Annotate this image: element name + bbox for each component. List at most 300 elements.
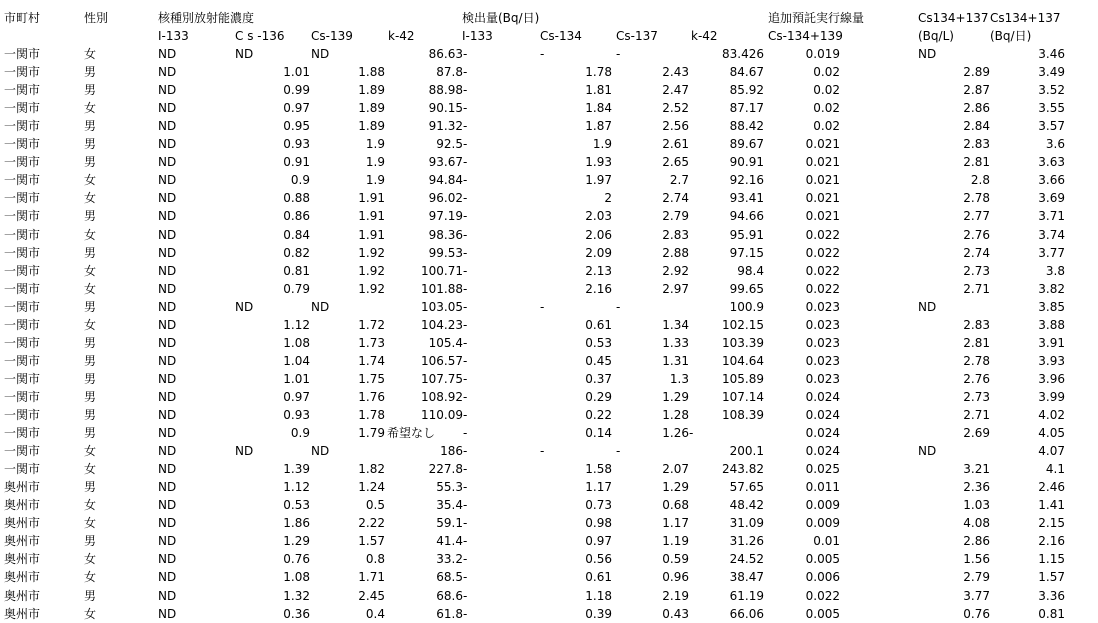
det-i133-cell: - xyxy=(463,83,468,98)
sex-cell: 女 xyxy=(84,281,97,296)
sex-cell: 男 xyxy=(84,353,97,368)
cs139-cell: 1.74 xyxy=(358,353,385,368)
header-row-2 xyxy=(0,27,1098,45)
det-k42-cell: 48.42 xyxy=(729,498,764,513)
det-cs137-cell: - xyxy=(616,444,621,459)
i133-cell: ND xyxy=(158,480,177,495)
det-cs137-cell: 1.3 xyxy=(669,371,689,386)
cs139-cell: 1.92 xyxy=(358,263,385,278)
det-i133-cell: - xyxy=(463,371,468,386)
cs-sum-d-cell: 3.66 xyxy=(1038,173,1065,188)
municipality-cell: 奥州市 xyxy=(4,588,41,603)
cs136-cell: 1.32 xyxy=(283,588,310,603)
i133-cell: ND xyxy=(158,263,177,278)
table-row xyxy=(0,352,1098,370)
cs-sum-d-cell: 2.46 xyxy=(1038,480,1065,495)
cs136-cell: 0.97 xyxy=(283,389,310,404)
det-i133-cell: - xyxy=(463,191,468,206)
i133-cell: ND xyxy=(158,552,177,567)
table-row xyxy=(0,262,1098,280)
det-i133-cell: - xyxy=(463,444,468,459)
municipality-cell: 一関市 xyxy=(4,317,41,332)
k42-cell: 55.3 xyxy=(436,480,463,495)
cs-sum-l-cell: ND xyxy=(918,299,937,314)
municipality-cell: 一関市 xyxy=(4,155,41,170)
det-cs137-cell: 1.33 xyxy=(662,335,689,350)
det-i133-cell: - xyxy=(463,353,468,368)
det-k42-cell: 243.82 xyxy=(722,462,764,477)
k42-cell: 35.4 xyxy=(436,498,463,513)
table-row xyxy=(0,406,1098,424)
cs-sum-d-cell: 3.57 xyxy=(1038,119,1065,134)
sex-cell: 男 xyxy=(84,209,97,224)
i133-cell: ND xyxy=(158,570,177,585)
det-cs137-cell: 1.29 xyxy=(662,389,689,404)
det-k42-cell: 24.52 xyxy=(729,552,764,567)
cs136-cell: 0.93 xyxy=(283,408,310,422)
k42-cell: 41.4 xyxy=(436,534,463,549)
header-det-k42: k-42 xyxy=(691,29,718,43)
table-row xyxy=(0,63,1098,81)
i133-cell: ND xyxy=(158,426,177,441)
cs-sum-l-cell: 2.71 xyxy=(963,408,990,422)
dose-cell: 0.006 xyxy=(805,570,840,585)
cs139-cell: 1.9 xyxy=(365,173,385,188)
i133-cell: ND xyxy=(158,606,177,621)
sex-cell: 女 xyxy=(84,516,97,531)
det-cs134-cell: 1.81 xyxy=(585,83,612,98)
k42-cell: 希望なし xyxy=(387,426,436,441)
cs136-cell: ND xyxy=(235,299,254,314)
det-cs137-cell: 1.19 xyxy=(662,534,689,549)
cs136-cell: 0.91 xyxy=(283,155,310,170)
k42-cell: 100.71 xyxy=(421,263,463,278)
cs-sum-l-cell: 1.56 xyxy=(963,552,990,567)
det-cs137-cell: 2.19 xyxy=(662,588,689,603)
det-cs137-cell: 1.29 xyxy=(662,480,689,495)
cs136-cell: 0.81 xyxy=(283,263,310,278)
cs136-cell: 0.36 xyxy=(283,606,310,621)
cs-sum-d-cell: 3.91 xyxy=(1038,335,1065,350)
det-cs137-cell: 2.7 xyxy=(669,173,689,188)
cs-sum-d-cell: 3.8 xyxy=(1045,263,1065,278)
sex-cell: 女 xyxy=(84,498,97,513)
cs-sum-l-cell: 2.8 xyxy=(970,173,990,188)
cs136-cell: ND xyxy=(235,47,254,61)
det-cs134-cell: 0.39 xyxy=(585,606,612,621)
det-cs134-cell: 0.45 xyxy=(585,353,612,368)
cs-sum-l-cell: 2.78 xyxy=(963,353,990,368)
cs139-cell: 1.78 xyxy=(358,408,385,422)
municipality-cell: 一関市 xyxy=(4,227,41,242)
i133-cell: ND xyxy=(158,317,177,332)
det-cs134-cell: 2 xyxy=(604,191,612,206)
det-i133-cell: - xyxy=(463,498,468,513)
det-i133-cell: - xyxy=(463,47,468,61)
cs136-cell: 1.12 xyxy=(283,317,310,332)
cs-sum-d-cell: 3.85 xyxy=(1038,299,1065,314)
det-i133-cell: - xyxy=(463,227,468,242)
sex-cell: 男 xyxy=(84,408,97,422)
municipality-cell: 一関市 xyxy=(4,389,41,404)
cs136-cell: 1.12 xyxy=(283,480,310,495)
table-row xyxy=(0,135,1098,153)
cs-sum-d-cell: 3.74 xyxy=(1038,227,1065,242)
cs-sum-d-cell: 3.82 xyxy=(1038,281,1065,296)
header-sex: 性別 xyxy=(84,11,109,25)
det-i133-cell: - xyxy=(463,173,468,188)
table-row xyxy=(0,153,1098,171)
sex-cell: 男 xyxy=(84,83,97,98)
det-k42-cell: 94.66 xyxy=(729,209,764,224)
cs-sum-d-cell: 3.46 xyxy=(1038,47,1065,61)
cs-sum-l-cell: 2.77 xyxy=(963,209,990,224)
cs-sum-l-cell: 2.83 xyxy=(963,137,990,152)
municipality-cell: 奥州市 xyxy=(4,480,41,495)
header-unit-d: (Bq/日) xyxy=(990,29,1032,43)
det-cs134-cell: 1.97 xyxy=(585,173,612,188)
i133-cell: ND xyxy=(158,281,177,296)
cs-sum-d-cell: 3.36 xyxy=(1038,588,1065,603)
det-k42-cell: 107.14 xyxy=(722,389,764,404)
header-municipality: 市町村 xyxy=(4,11,41,25)
cs-sum-l-cell: 2.83 xyxy=(963,317,990,332)
municipality-cell: 一関市 xyxy=(4,263,41,278)
table-row xyxy=(0,442,1098,460)
i133-cell: ND xyxy=(158,498,177,513)
dose-cell: 0.022 xyxy=(805,281,840,296)
cs139-cell: 2.22 xyxy=(358,516,385,531)
i133-cell: ND xyxy=(158,389,177,404)
dose-cell: 0.019 xyxy=(805,47,840,61)
det-cs137-cell: 1.26 xyxy=(662,426,689,441)
det-k42-cell: 85.92 xyxy=(729,83,764,98)
municipality-cell: 一関市 xyxy=(4,408,41,422)
k42-cell: 99.53 xyxy=(428,245,463,260)
dose-cell: 0.022 xyxy=(805,263,840,278)
dose-cell: 0.025 xyxy=(805,462,840,477)
cs-sum-l-cell: 4.08 xyxy=(963,516,990,531)
cs139-cell: ND xyxy=(311,47,330,61)
i133-cell: ND xyxy=(158,209,177,224)
cs136-cell: 0.79 xyxy=(283,281,310,296)
k42-cell: 107.75 xyxy=(421,371,463,386)
det-cs134-cell: - xyxy=(540,444,545,459)
header-det-cs134: Cs-134 xyxy=(540,29,582,43)
det-i133-cell: - xyxy=(463,389,468,404)
cs136-cell: 1.39 xyxy=(283,462,310,477)
table-row xyxy=(0,81,1098,99)
municipality-cell: 奥州市 xyxy=(4,552,41,567)
cs-sum-d-cell: 1.41 xyxy=(1038,498,1065,513)
cs-sum-d-cell: 3.96 xyxy=(1038,371,1065,386)
cs139-cell: 1.71 xyxy=(358,570,385,585)
det-k42-cell: 108.39 xyxy=(722,408,764,422)
table-row xyxy=(0,171,1098,189)
dose-cell: 0.024 xyxy=(805,389,840,404)
k42-cell: 88.98 xyxy=(428,83,463,98)
cs136-cell: 0.93 xyxy=(283,137,310,152)
det-cs137-cell: 2.52 xyxy=(662,101,689,116)
table-row xyxy=(0,226,1098,244)
table-row xyxy=(0,568,1098,586)
cs-sum-d-cell: 1.57 xyxy=(1038,570,1065,585)
cs136-cell: 1.86 xyxy=(283,516,310,531)
table-row xyxy=(0,550,1098,568)
sex-cell: 男 xyxy=(84,588,97,603)
det-cs137-cell: 2.88 xyxy=(662,245,689,260)
cs136-cell: 1.29 xyxy=(283,534,310,549)
sex-cell: 男 xyxy=(84,65,97,80)
det-k42-cell: 103.39 xyxy=(722,335,764,350)
dose-cell: 0.023 xyxy=(805,353,840,368)
cs-sum-l-cell: 2.73 xyxy=(963,389,990,404)
table-row xyxy=(0,334,1098,352)
k42-cell: 94.84 xyxy=(428,173,463,188)
sex-cell: 男 xyxy=(84,137,97,152)
cs-sum-d-cell: 4.05 xyxy=(1038,426,1065,441)
det-k42-cell: 99.65 xyxy=(729,281,764,296)
cs-sum-d-cell: 3.63 xyxy=(1038,155,1065,170)
cs136-cell: ND xyxy=(235,444,254,459)
det-k42-cell: 57.65 xyxy=(729,480,764,495)
cs-sum-l-cell: 2.36 xyxy=(963,480,990,495)
cs-sum-d-cell: 3.93 xyxy=(1038,353,1065,368)
cs139-cell: 1.92 xyxy=(358,245,385,260)
sex-cell: 女 xyxy=(84,101,97,116)
i133-cell: ND xyxy=(158,408,177,422)
dose-cell: 0.023 xyxy=(805,317,840,332)
det-cs134-cell: 0.61 xyxy=(585,570,612,585)
dose-cell: 0.021 xyxy=(805,173,840,188)
i133-cell: ND xyxy=(158,371,177,386)
dose-cell: 0.024 xyxy=(805,426,840,441)
k42-cell: 92.5 xyxy=(436,137,463,152)
header-det-cs137: Cs-137 xyxy=(616,29,658,43)
cs-sum-d-cell: 1.15 xyxy=(1038,552,1065,567)
cs139-cell: 1.73 xyxy=(358,335,385,350)
k42-cell: 59.1 xyxy=(436,516,463,531)
cs-sum-d-cell: 3.71 xyxy=(1038,209,1065,224)
det-i133-cell: - xyxy=(463,65,468,80)
table-row xyxy=(0,99,1098,117)
cs139-cell: ND xyxy=(311,299,330,314)
i133-cell: ND xyxy=(158,516,177,531)
i133-cell: ND xyxy=(158,227,177,242)
table-row xyxy=(0,532,1098,550)
header-cs136: C s -136 xyxy=(235,29,285,43)
det-k42-cell: 92.16 xyxy=(729,173,764,188)
k42-cell: 87.8 xyxy=(436,65,463,80)
det-cs134-cell: 2.06 xyxy=(585,227,612,242)
det-k42-cell: 88.42 xyxy=(729,119,764,134)
cs-sum-l-cell: 2.74 xyxy=(963,245,990,260)
cs-sum-l-cell: 2.87 xyxy=(963,83,990,98)
cs136-cell: 1.01 xyxy=(283,65,310,80)
det-cs134-cell: 0.61 xyxy=(585,317,612,332)
i133-cell: ND xyxy=(158,173,177,188)
municipality-cell: 奥州市 xyxy=(4,516,41,531)
det-i133-cell: - xyxy=(463,263,468,278)
det-i133-cell: - xyxy=(463,552,468,567)
cs139-cell: 1.79 xyxy=(358,426,385,441)
det-k42-cell: 95.91 xyxy=(729,227,764,242)
sex-cell: 男 xyxy=(84,155,97,170)
table-row xyxy=(0,45,1098,63)
sex-cell: 女 xyxy=(84,552,97,567)
sex-cell: 女 xyxy=(84,606,97,621)
cs-sum-d-cell: 3.49 xyxy=(1038,65,1065,80)
table-row xyxy=(0,117,1098,135)
cs139-cell: 1.9 xyxy=(365,155,385,170)
cs-sum-d-cell: 3.88 xyxy=(1038,317,1065,332)
dose-cell: 0.022 xyxy=(805,588,840,603)
i133-cell: ND xyxy=(158,245,177,260)
det-i133-cell: - xyxy=(463,516,468,531)
sex-cell: 女 xyxy=(84,462,97,477)
header-cs139: Cs-139 xyxy=(311,29,353,43)
k42-cell: 86.63 xyxy=(428,47,463,61)
municipality-cell: 一関市 xyxy=(4,101,41,116)
table-row xyxy=(0,370,1098,388)
table-row xyxy=(0,514,1098,532)
det-cs134-cell: 0.73 xyxy=(585,498,612,513)
k42-cell: 98.36 xyxy=(428,227,463,242)
det-i133-cell: - xyxy=(463,317,468,332)
sex-cell: 男 xyxy=(84,389,97,404)
table-row xyxy=(0,244,1098,262)
dose-cell: 0.021 xyxy=(805,209,840,224)
cs139-cell: 1.57 xyxy=(358,534,385,549)
municipality-cell: 一関市 xyxy=(4,426,41,441)
det-cs137-cell: 2.97 xyxy=(662,281,689,296)
municipality-cell: 一関市 xyxy=(4,245,41,260)
k42-cell: 33.2 xyxy=(436,552,463,567)
cs139-cell: 1.24 xyxy=(358,480,385,495)
sex-cell: 男 xyxy=(84,245,97,260)
dose-cell: 0.024 xyxy=(805,444,840,459)
k42-cell: 101.88 xyxy=(421,281,463,296)
sex-cell: 女 xyxy=(84,173,97,188)
header-dose: 追加預託実行線量 xyxy=(768,11,865,25)
cs-sum-l-cell: 2.78 xyxy=(963,191,990,206)
municipality-cell: 奥州市 xyxy=(4,498,41,513)
det-k42-cell: 100.9 xyxy=(729,299,764,314)
det-cs137-cell: - xyxy=(616,299,621,314)
det-i133-cell: - xyxy=(463,155,468,170)
table-row xyxy=(0,424,1098,442)
cs136-cell: 0.76 xyxy=(283,552,310,567)
cs-sum-l-cell: 2.89 xyxy=(963,65,990,80)
k42-cell: 106.57 xyxy=(421,353,463,368)
municipality-cell: 一関市 xyxy=(4,137,41,152)
i133-cell: ND xyxy=(158,462,177,477)
k42-cell: 68.6 xyxy=(436,588,463,603)
det-i133-cell: - xyxy=(463,119,468,134)
cs-sum-d-cell: 3.6 xyxy=(1045,137,1065,152)
table-row xyxy=(0,605,1098,623)
det-i133-cell: - xyxy=(463,137,468,152)
det-cs134-cell: 1.84 xyxy=(585,101,612,116)
sex-cell: 女 xyxy=(84,227,97,242)
dose-cell: 0.021 xyxy=(805,137,840,152)
i133-cell: ND xyxy=(158,65,177,80)
header-cs-sum-l: Cs134+137 xyxy=(918,11,989,25)
det-cs134-cell: 0.98 xyxy=(585,516,612,531)
header-concentration: 核種別放射能濃度 xyxy=(158,11,255,25)
det-cs134-cell: 2.03 xyxy=(585,209,612,224)
det-k42-cell: 87.17 xyxy=(729,101,764,116)
i133-cell: ND xyxy=(158,119,177,134)
cs-sum-l-cell: 3.77 xyxy=(963,588,990,603)
i133-cell: ND xyxy=(158,47,177,61)
det-cs137-cell: 0.59 xyxy=(662,552,689,567)
cs136-cell: 1.04 xyxy=(283,353,310,368)
det-cs137-cell: 2.79 xyxy=(662,209,689,224)
i133-cell: ND xyxy=(158,83,177,98)
det-i133-cell: - xyxy=(463,588,468,603)
det-cs134-cell: 2.09 xyxy=(585,245,612,260)
det-cs137-cell: 2.56 xyxy=(662,119,689,134)
det-cs137-cell: 2.74 xyxy=(662,191,689,206)
det-cs137-cell: 0.43 xyxy=(662,606,689,621)
cs-sum-d-cell: 3.77 xyxy=(1038,245,1065,260)
det-i133-cell: - xyxy=(463,408,468,422)
cs139-cell: ND xyxy=(311,444,330,459)
cs139-cell: 1.76 xyxy=(358,389,385,404)
cs139-cell: 1.82 xyxy=(358,462,385,477)
municipality-cell: 一関市 xyxy=(4,335,41,350)
det-i133-cell: - xyxy=(463,245,468,260)
table-row xyxy=(0,280,1098,298)
header-det-i133: I-133 xyxy=(462,29,493,43)
det-cs137-cell: 2.47 xyxy=(662,83,689,98)
det-k42-cell: 84.67 xyxy=(729,65,764,80)
cs139-cell: 1.9 xyxy=(365,137,385,152)
det-cs134-cell: 0.22 xyxy=(585,408,612,422)
table-row xyxy=(0,496,1098,514)
cs-sum-l-cell: 2.73 xyxy=(963,263,990,278)
header-dose-sub: Cs-134+139 xyxy=(768,29,843,43)
cs136-cell: 1.08 xyxy=(283,335,310,350)
sex-cell: 女 xyxy=(84,263,97,278)
cs-sum-l-cell: 2.69 xyxy=(963,426,990,441)
municipality-cell: 一関市 xyxy=(4,83,41,98)
cs139-cell: 1.72 xyxy=(358,317,385,332)
i133-cell: ND xyxy=(158,299,177,314)
det-i133-cell: - xyxy=(463,209,468,224)
det-k42-cell: 97.15 xyxy=(729,245,764,260)
dose-cell: 0.005 xyxy=(805,606,840,621)
det-cs137-cell: 2.07 xyxy=(662,462,689,477)
det-cs134-cell: 1.93 xyxy=(585,155,612,170)
det-cs134-cell: 0.14 xyxy=(585,426,612,441)
det-cs137-cell: 2.43 xyxy=(662,65,689,80)
municipality-cell: 一関市 xyxy=(4,119,41,134)
det-i133-cell: - xyxy=(463,299,468,314)
det-cs134-cell: 0.56 xyxy=(585,552,612,567)
cs139-cell: 1.91 xyxy=(358,227,385,242)
k42-cell: 104.23 xyxy=(421,317,463,332)
cs-sum-l-cell: 2.86 xyxy=(963,534,990,549)
det-cs134-cell: 1.17 xyxy=(585,480,612,495)
cs-sum-d-cell: 0.81 xyxy=(1038,606,1065,621)
det-cs134-cell: 0.53 xyxy=(585,335,612,350)
sex-cell: 男 xyxy=(84,299,97,314)
table-row xyxy=(0,587,1098,605)
sex-cell: 男 xyxy=(84,480,97,495)
dose-cell: 0.023 xyxy=(805,371,840,386)
